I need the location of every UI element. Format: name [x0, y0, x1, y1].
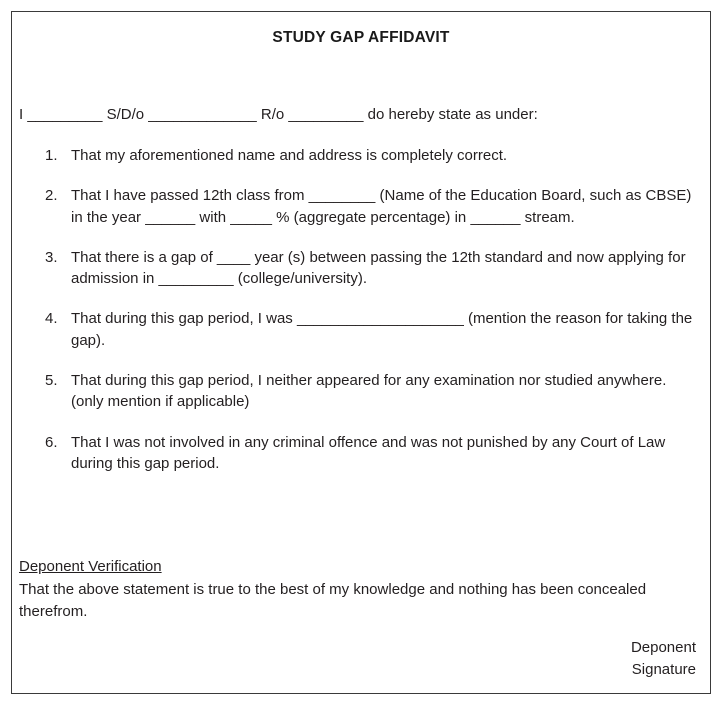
clause-text: That I have passed 12th class from ________ (Name of the Education Board, such as CBSE) in the year ______ with _____ % (aggregate percentage) in ______ stream. [71, 187, 692, 226]
clause-number: 5. [45, 372, 58, 390]
clause-text: That I was not involved in any criminal offence and was not punished by any Court of Law during this gap period. [71, 433, 666, 472]
clause-number: 2. [45, 187, 58, 205]
signature-label-line1: Deponent [630, 639, 696, 657]
affidavit-document [11, 11, 711, 694]
list-item [12, 432, 710, 475]
verification-body: That the above statement is true to the best of my knowledge and nothing has been concealed therefrom. [19, 580, 647, 620]
clause-text: That during this gap period, I neither appeared for any examination nor studied anywhere. (only mention if applicable) [71, 372, 667, 411]
clause-text: That there is a gap of ____ year (s) between passing the 12th standard and now applying for admission in _________ (college/university). [71, 248, 686, 288]
signature-label-line2: Signature [631, 660, 696, 678]
clause-list [12, 145, 710, 493]
signature-block [631, 637, 696, 680]
list-item [12, 370, 710, 413]
list-item [12, 247, 710, 290]
page-title: STUDY GAP AFFIDAVIT [272, 29, 450, 46]
list-item [12, 185, 710, 228]
verification-heading: Deponent Verification [19, 558, 162, 575]
clause-text: That my aforementioned name and address is completely correct. [71, 147, 508, 164]
clause-text: That during this gap period, I was ____________________ (mention the reason for taking the gap). [71, 310, 693, 349]
intro-statement: I _________ S/D/o _____________ R/o _________ do hereby state as under: [19, 106, 538, 123]
clause-number: 4. [45, 310, 58, 328]
list-item [12, 145, 710, 166]
clause-number: 3. [45, 248, 58, 266]
verification-section [12, 556, 710, 622]
clause-number: 6. [45, 433, 58, 451]
list-item [12, 308, 710, 351]
clause-number: 1. [45, 147, 58, 164]
